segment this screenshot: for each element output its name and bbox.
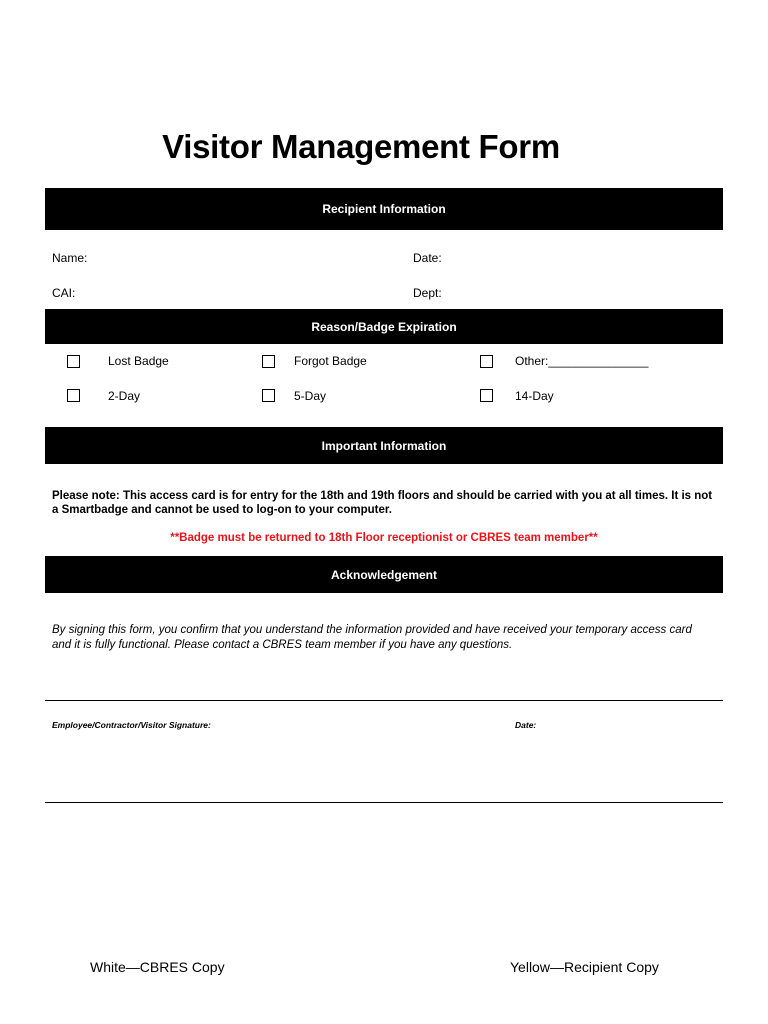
section-header-recipient-label: Recipient Information [322,202,446,216]
fourteen-day-checkbox[interactable] [480,389,493,402]
name-field-label: Name: [52,251,88,265]
other-label: Other:_______________ [515,354,649,368]
signature-label: Employee/Contractor/Visitor Signature: [52,720,211,730]
two-day-checkbox[interactable] [67,389,80,402]
dept-field-label: Dept: [413,286,442,300]
date-field-label: Date: [413,251,442,265]
section-header-reason [45,309,723,344]
page-title: Visitor Management Form [162,128,560,165]
fourteen-day-label: 14-Day [515,389,554,403]
section-header-important [45,427,723,464]
lost-badge-checkbox[interactable] [67,355,80,368]
signature-bottom-line [45,802,723,803]
acknowledgement-text: By signing this form, you confirm that you understand the information provided and have received your temporary access card and it is fully functional. Please contact a CBRES team member if you have any questions. [52,624,692,651]
five-day-label: 5-Day [294,389,327,403]
yellow-copy-label: Yellow—Recipient Copy [510,959,659,975]
badge-return-warning: **Badge must be returned to 18th Floor receptionist or CBRES team member** [170,532,598,544]
signature-date-label: Date: [515,720,537,730]
forgot-badge-checkbox[interactable] [262,355,275,368]
section-header-important-label: Important Information [321,438,447,453]
white-copy-label: White—CBRES Copy [90,959,225,975]
section-header-recipient [45,188,723,230]
section-header-acknowledgement [45,556,723,593]
five-day-checkbox[interactable] [262,389,275,402]
important-note: Please note: This access card is for entry for the 18th and 19th floors and should be carried with you at all times. It is not a Smartbadge and cannot be used to log-on to your computer. [52,490,713,516]
section-header-reason-label: Reason/Badge Expiration [311,319,457,334]
cai-field-label: CAI: [52,286,76,300]
section-header-acknowledgement-label: Acknowledgement [330,567,438,582]
lost-badge-label: Lost Badge [108,354,169,368]
other-checkbox[interactable] [480,355,493,368]
two-day-label: 2-Day [108,389,141,403]
forgot-badge-label: Forgot Badge [294,354,367,368]
signature-top-line [45,700,723,701]
